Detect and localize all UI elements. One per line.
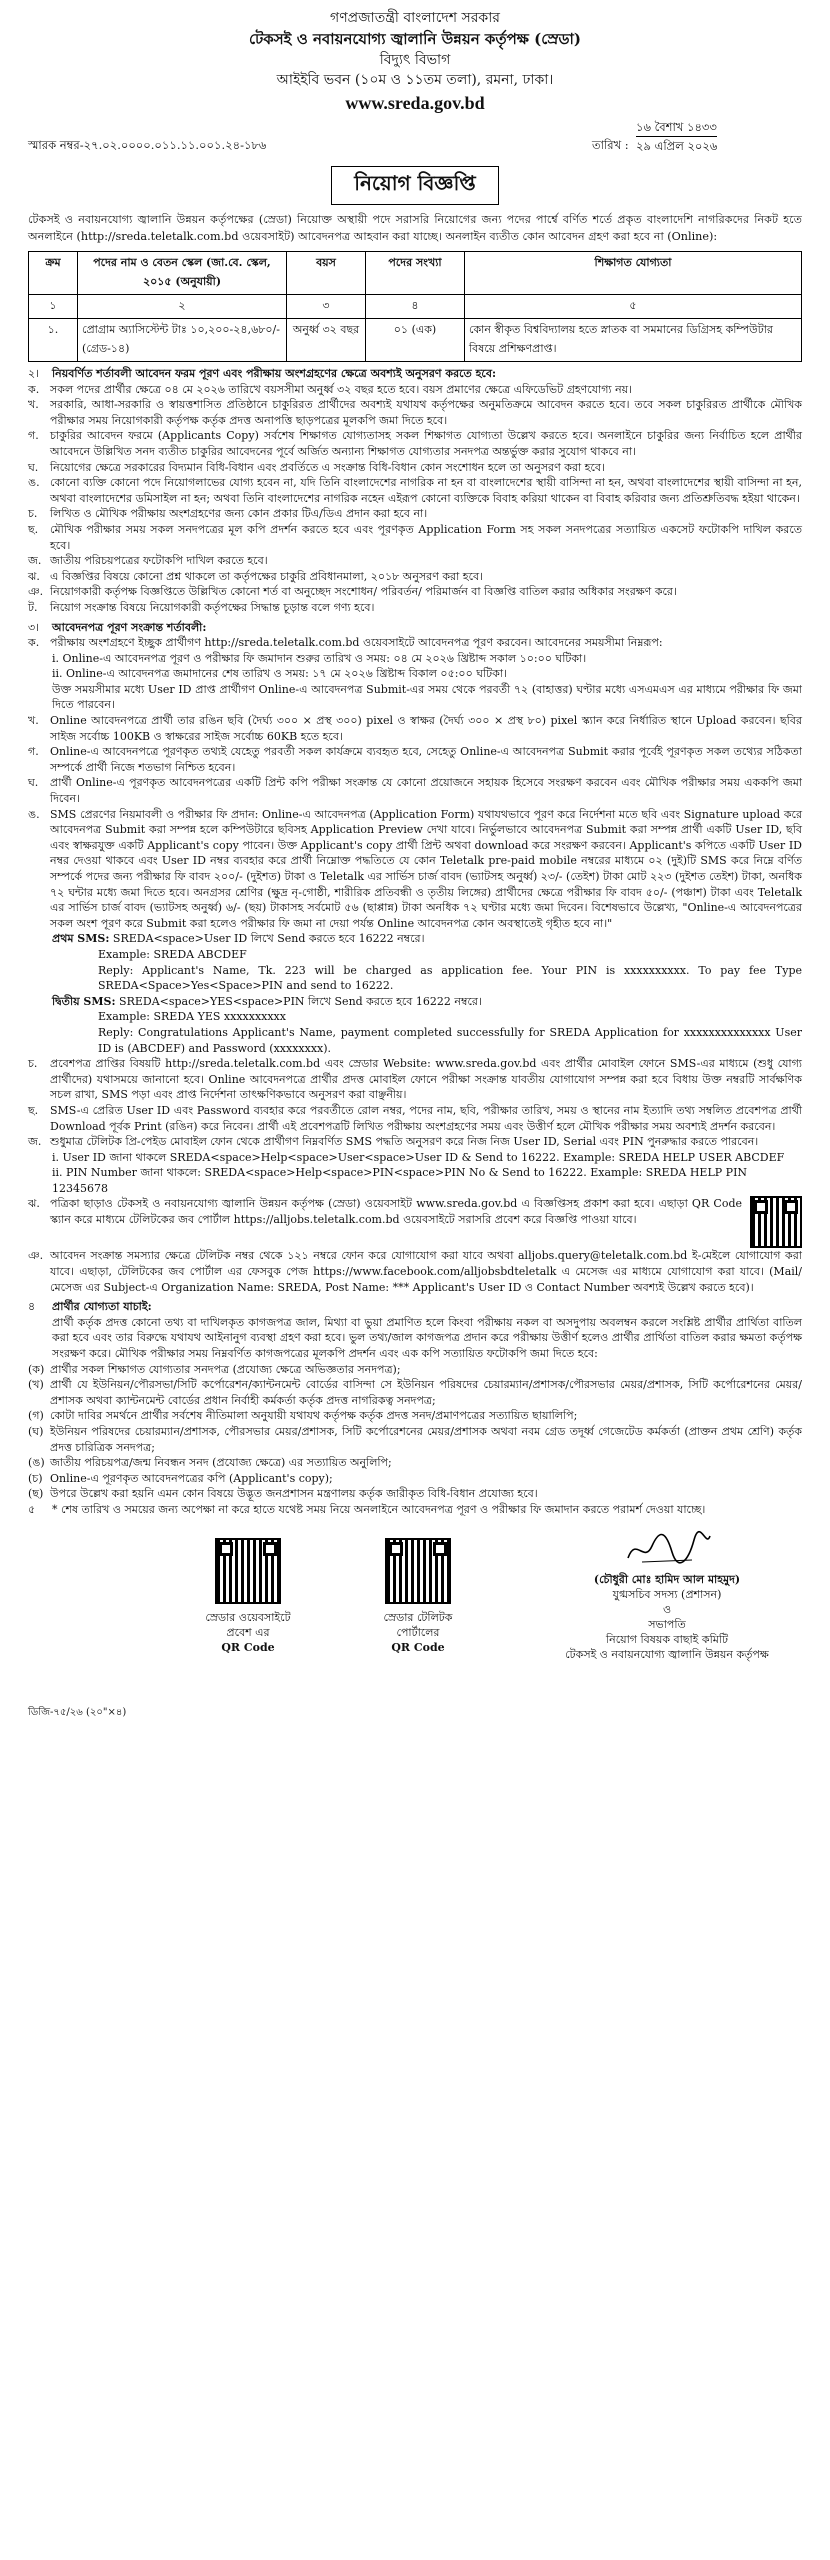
- list-item: লিখিত ও মৌখিক পরীক্ষায় অংশগ্রহণের জন্য কোন প্রকার টিএ/ডিএ প্রদান করা হবে না।: [50, 507, 428, 521]
- list-item: SMS প্রেরণের নিয়মাবলী ও পরীক্ষার ফি প্রদান: Online-এ আবেদনপত্র (Application Form) যথাযথভাবে পূরণ করে নির্দেশনা মতে ছবি এবং Signature upload করে আবেদনপত্র Submit করা সম্পন্ন হলে কম্পিউটারে ছবিসহ Application Preview দেখা যাবে। নির্ভুলভাবে আবেদনপত্র Submit করা সম্পন্ন প্রার্থী একটি User ID, ছবি এবং স্বাক্ষরযুক্ত একটি Applicant's copy পাবেন। উক্ত Applicant's copy প্রার্থী প্রিন্ট অথবা download করে সংরক্ষণ করবেন। Applicant's কপিতে একটি User ID নম্বর দেওয়া থাকবে এবং User ID নম্বর ব্যবহার করে প্রার্থী নিম্নোক্ত পদ্ধতিতে যে কোন Teletalk pre-paid mobile নম্বরের মাধ্যমে ০২ (দুই)টি SMS করে নিম্নে বর্ণিত সম্পর্কে পদের জন্য পরীক্ষার ফি বাবদ ২০০/- (দুইশত) টাকা ও Teletalk এর সার্ভিস চার্জ বাবদ (ভ্যাটসহ অনুর্ধ্ব) ২৩/- (তেইশ) টাকা মোট ২২৩ (দুইশত তেইশ) টাকা, অনধিক ৭২ ঘন্টার মধ্যে জমা দিতে হবে। অনগ্রসর শ্রেণির (ক্ষুদ্র নৃ-গোষ্ঠী, শারীরিক প্রতিবন্ধী ও তৃতীয় লিঙ্গের) প্রার্থীদের ক্ষেত্রে পরীক্ষার ফি বাবদ ৫০/- (পঞ্চাশ) টাকা এবং Teletalk এর সার্ভিস চার্জ বাবদ (ভ্যাটসহ অনুর্ধ্ব) ৬/- (ছয়) টাকাসহ সর্বমোট ৫৬ (ছাপ্পান্ন) টাকা অনধিক ৭২ ঘণ্টার মধ্যে জমা দিবেন। বিশেষভাবে উল্লেখ্য, "Online-এ আবেদনপত্রের সকল অংশ পূরণ করে Submit করা হলেও পরীক্ষার ফি জমা না দেয়া পর্যন্ত Online আবেদনপত্র কোন অবস্থাতেই গৃহীত হবে না।": [50, 807, 802, 930]
- section-2: ২। নিয়বর্ণিত শর্তাবলী আবেদন ফরম পূরণ এবং পরীক্ষায় অংশগ্রহণের ক্ষেত্রে অবশ্যই অনুসরণ করতে হবে: ক. সকল পদের প্রার্থীর ক্ষেত্রে ০৪ মে ২০২৬ তারিখে বয়সসীমা অনুর্ধ্ব ৩২ বছর হতে হবে। বয়স প্রমাণের ক্ষেত্রে এফিডেভিট গ্রহণযোগ্য নয়। খ. সরকারি, আধা-সরকারি ও স্বায়ত্তশাসিত প্রতিষ্ঠানে চাকুরিরত প্রার্থীদের অবশ্যই যথাযথ কর্তৃপক্ষের অনুমতিক্রমে আবেদন করতে হবে। তবে সকল চাকুরিরত প্রার্থীকে মৌখিক পরীক্ষার সময় নিয়োগকারী কর্তৃপক্ষ কর্তৃক প্রদত্ত অনাপত্তি ছাড়পত্রের মূলকপি জমা দিতে হবে। গ. চাকুরির আবেদন ফরমে (Applicants Copy) সর্বশেষ শিক্ষাগত যোগ্যতাসহ সকল শিক্ষাগত যোগ্যতা উল্লেখ করতে হবে। অনলাইনে চাকুরির জন্য নির্বাচিত হলে প্রার্থীর আবেদনে উল্লিখিত সনদ ব্যতীত চাকুরির আবেদনের পূর্বে অর্জিত অন্যান্য শিক্ষাগত যোগ্যতার সনদপত্র অন্তর্ভুক্ত করার সুযোগ থাকবে না। ঘ. নিয়োগের ক্ষেত্রে সরকারের বিদ্যমান বিধি-বিধান এবং প্রবর্তিতে এ সংক্রান্ত বিধি-বিধান কোন সংশোধন হলে তা অনুসরণ করা হবে। ঙ. কোনো ব্যক্তি কোনো পদে নিয়োগলাভের যোগ্য হবেন না, যদি তিনি বাংলাদেশের নাগরিক না হন বা বাংলাদেশের স্থায়ী বাসিন্দা না হন, অথবা বাংলাদেশের স্থায়ী বাসিন্দা না হন, অথবা বাংলাদেশের ডমিসাইল না হন; অথবা তিনি বাংলাদেশের নাগরিক নহেন এইরূপ কোনো ব্যক্তিকে বিবাহ করিয়া থাকেন বা বিবাহ করিবার জন্য প্রতিশ্রুতিবদ্ধ হইয়া থাকেন। চ. লিখিত ও মৌখিক পরীক্ষায় অংশগ্রহণের জন্য কোন প্রকার টিএ/ডিএ প্রদান করা হবে না। ছ. মৌখিক পরীক্ষার সময় সকল সনদপত্রের মূল কপি প্রদর্শন করতে হবে এবং পূরণকৃত Application Form সহ সকল সনদপত্রের সত্যায়িত একসেট ফটোকপি দাখিল করতে হবে। জ. জাতীয় পরিচয়পত্রের ফটোকপি দাখিল করতে হবে। ঝ. এ বিজ্ঞপ্তির বিষয়ে কোনো প্রশ্ন থাকলে তা কর্তৃপক্ষের চাকুরি প্রবিধানমালা, ২০১৮ অনুসরণ করা হবে। ঞ. নিয়োগকারী কর্তৃপক্ষ বিজ্ঞপ্তিতে উল্লিখিত কোনো শর্ত বা অনুচ্ছেদ সংশোধন/ পরিবর্তন/ পরিমার্জন বা বিজ্ঞপ্তি বাতিল করার অধিকার সংরক্ষণ করে। ট. নিয়োগ সংক্রান্ত বিষয়ে নিয়োগকারী কর্তৃপক্ষের সিদ্ধান্ত চূড়ান্ত বলে গণ্য হবে।: [28, 367, 802, 614]
- teletalk-qr-block: স্রেডার টেলিটক পোর্টালের QR Code: [358, 1538, 478, 1655]
- list-item: Online-এ পূরণকৃত আবেদনপত্রের কপি (Applicant's copy);: [50, 1471, 333, 1485]
- page-title: [28, 166, 802, 205]
- section-4: ৪ প্রার্থীর যোগ্যতা যাচাই: প্রার্থী কর্তৃক প্রদত্ত কোনো তথ্য বা দাখিলকৃত কাগজপত্র জাল, মিথ্যা বা ভুয়া প্রমাণিত হলে কিংবা পরীক্ষায় নকল বা অসদুপায় অবলম্বন করলে সংশ্লিষ্ট প্রার্থীর প্রার্থিতা বাতিল করা হবে এবং তার বিরুদ্ধে যথাযথ আইনানুগ ব্যবস্থা গ্রহণ করা হবে। ভুল তথ্য/জাল কাগজপত্র প্রদান করে পরীক্ষায় উত্তীর্ণ হলেও প্রার্থীর প্রার্থিতা বাতিল করার ক্ষমতা কর্তৃপক্ষ সংরক্ষণ করে। মৌখিক পরীক্ষার সময় নিম্নবর্ণিত কাগজপত্রের মূলকপি প্রদর্শন এবং এক কপি সত্যায়িত ফটোকপি জমা দিতে হবে: (ক) প্রার্থীর সকল শিক্ষাগত যোগ্যতার সনদপত্র (প্রযোজ্য ক্ষেত্রে অভিজ্ঞতার সনদপত্র); (খ) প্রার্থী যে ইউনিয়ন/পৌরসভা/সিটি কর্পোরেশন/ক্যান্টনমেন্ট বোর্ডের বাসিন্দা সে ইউনিয়ন পরিষদের চেয়ারম্যান/প্রশাসক/পৌরসভার মেয়র/প্রশাসক, সিটি কর্পোরেশনের মেয়র/প্রশাসক অথবা ক্যান্টনমেন্ট বোর্ডের প্রধান নির্বাহী কর্মকর্তা কর্তৃক প্রদত্ত নাগরিকত্ব সনদপত্র; (গ) কোটা দাবির সমর্থনে প্রার্থীর সর্বশেষ নীতিমালা অনুযায়ী যথাযথ কর্তৃপক্ষ কর্তৃক প্রদত্ত সনদ/প্রমাণপত্রের সত্যায়িত ছায়ালিপি; (ঘ) ইউনিয়ন পরিষদের চেয়ারম্যান/প্রশাসক, পৌরসভার মেয়র/প্রশাসক, সিটি কর্পোরেশনের মেয়র/প্রশাসক অথবা নবম গ্রেড তদূর্ধ্ব গেজেটেড কর্মকর্তা (প্রাক্তন প্রথম শ্রেণি) কর্তৃক প্রদত্ত চারিত্রিক সনদপত্র; (ঙ) জাতীয় পরিচয়পত্র/জন্ম নিবন্ধন সনদ (প্রযোজ্য ক্ষেত্রে) এর সত্যায়িত অনুলিপি; (চ) Online-এ পূরণকৃত আবেদনপত্রের কপি (Applicant's copy); (ছ) উপরে উল্লেখ করা হয়নি এমন কোন বিষয়ে উদ্ভূত জনপ্রশাসন মন্ত্রণালয় কর্তৃক জারীকৃত বিধি-বিধান প্রযোজ্য হবে। ৫ * শেষ তারিখ ও সময়ের জন্য অপেক্ষা না করে হাতে যথেষ্ট সময় নিয়ে অনলাইনে আবেদনপত্র পূরণ ও পরীক্ষার ফি জমাদান করতে পরামর্শ দেওয়া যাচ্ছে।: [28, 1300, 802, 1516]
- qr-code-icon[interactable]: [385, 1538, 451, 1604]
- table-index-row: [29, 295, 802, 319]
- table-cell: অনুর্ধ্ব ৩২ বছর: [287, 319, 366, 362]
- list-item: নিয়োগকারী কর্তৃপক্ষ বিজ্ঞপ্তিতে উল্লিখিত কোনো শর্ত বা অনুচ্ছেদ সংশোধন/ পরিবর্তন/ পরিমার্জন বা বিজ্ঞপ্তি বাতিল করার অধিকার সংরক্ষণ করে।: [50, 585, 677, 599]
- list-item: i. Online-এ আবেদনপত্র পূরণ ও পরীক্ষার ফি জমাদান শুরুর তারিখ ও সময়: ০৪ মে ২০২৬ খ্রিষ্টাব্দ সকাল ১০:০০ ঘটিকা।: [52, 651, 587, 665]
- section-heading: আবেদনপত্র পূরণ সংক্রান্ত শর্তাবলী:: [52, 620, 207, 634]
- sms-2-example: Example: SREDA YES xxxxxxxxxx: [98, 1010, 286, 1024]
- table-row: [29, 319, 802, 362]
- list-item: উপরে উল্লেখ করা হয়নি এমন কোন বিষয়ে উদ্ভূত জনপ্রশাসন মন্ত্রণালয় কর্তৃক জারীকৃত বিধি-বিধান প্রযোজ্য হবে।: [50, 1487, 538, 1501]
- serial-number: ডিজি-৭৫/২৬ (২০"×৪): [28, 1706, 127, 1718]
- list-item: পত্রিকা ছাড়াও টেকসই ও নবায়নযোগ্য জ্বালানি উন্নয়ন কর্তৃপক্ষ (স্রেডা) ওয়েবসাইট www.sreda.gov.bd এ বিজ্ঞপ্তিসহ প্রকাশ করা হবে। এছাড়া QR Code স্ক্যান করে মাধ্যমে টেলিটকের জব পোর্টাল https://alljobs.teletalk.com.bd ওয়েবসাইটে সরাসরি প্রবেশ করে বিজ্ঞপ্তি পাওয়া যাবে।: [50, 1197, 742, 1227]
- list-item: প্রার্থী কর্তৃক প্রদত্ত কোনো তথ্য বা দাখিলকৃত কাগজপত্র জাল, মিথ্যা বা ভুয়া প্রমাণিত হলে কিংবা পরীক্ষায় নকল বা অসদুপায় অবলম্বন করলে সংশ্লিষ্ট প্রার্থীর প্রার্থিতা বাতিল করা হবে এবং তার বিরুদ্ধে যথাযথ আইনানুগ ব্যবস্থা গ্রহণ করা হবে। ভুল তথ্য/জাল কাগজপত্র প্রদান করে পরীক্ষায় উত্তীর্ণ হলেও প্রার্থীর প্রার্থিতা বাতিল করার ক্ষমতা কর্তৃপক্ষ সংরক্ষণ করে। মৌখিক পরীক্ষার সময় নিম্নবর্ণিত কাগজপত্রের মূলকপি প্রদর্শন এবং এক কপি সত্যায়িত ফটোকপি জমা দিতে হবে:: [52, 1315, 802, 1361]
- date-label: তারিখ :: [592, 138, 629, 152]
- list-item: আবেদন সংক্রান্ত সমস্যার ক্ষেত্রে টেলিটক নম্বর থেকে ১২১ নম্বরে ফোন করে যোগাযোগ করা যাবে অথবা alljobs.query@teletalk.com.bd ই-মেইলে যোগাযোগ করা যাবে। এছাড়া, টেলিটকের জব পোর্টাল এর ফেসবুক পেজ https://www.facebook.com/alljobsbdteletalk এ মেসেজ এর মাধ্যমে যোগাযোগ করা যাবে। (Mail/ মেসেজ এর Subject-এ Organization Name: SREDA, Post Name: *** Applicant's User ID ও Contact Number অবশ্যই উল্লেখ করতে হবে)।: [50, 1249, 802, 1294]
- signature-mark: [622, 1528, 712, 1568]
- section-heading: প্রার্থীর যোগ্যতা যাচাই:: [52, 1300, 152, 1314]
- table-header: ক্রম: [29, 252, 78, 295]
- address: আইইবি ভবন (১০ম ও ১১তম তলা), রমনা, ঢাকা।: [276, 72, 554, 88]
- table-header: পদের নাম ও বেতন স্কেল (জা.বে. স্কেল, ২০১৫ (অনুযায়ী): [78, 252, 287, 295]
- list-item: কোটা দাবির সমর্থনে প্রার্থীর সর্বশেষ নীতিমালা অনুযায়ী যথাযথ কর্তৃপক্ষ কর্তৃক প্রদত্ত সনদ/প্রমাণপত্রের সত্যায়িত ছায়ালিপি;: [50, 1409, 578, 1423]
- table-header: পদের সংখ্যা: [366, 252, 465, 295]
- date-bangla: ১৬ বৈশাখ ১৪৩৩: [636, 120, 717, 134]
- footer: [28, 1528, 802, 1728]
- website-qr-block: স্রেডার ওয়েবসাইটে প্রবেশ এর QR Code: [188, 1538, 308, 1655]
- posts-table: [28, 251, 802, 362]
- list-item: মৌখিক পরীক্ষার সময় সকল সনদপত্রের মূল কপি প্রদর্শন করতে হবে এবং পূরণকৃত Application Form সহ সকল সনদপত্রের সত্যায়িত একসেট ফটোকপি দাখিল করতে হবে।: [50, 522, 802, 552]
- website-link[interactable]: www.sreda.gov.bd: [345, 93, 485, 113]
- org-name: টেকসই ও নবায়নযোগ্য জ্বালানি উন্নয়ন কর্তৃপক্ষ (স্রেডা): [249, 30, 581, 48]
- list-item: সকল পদের প্রার্থীর ক্ষেত্রে ০৪ মে ২০২৬ তারিখে বয়সসীমা অনুর্ধ্ব ৩২ বছর হতে হবে। বয়স প্রমাণের ক্ষেত্রে এফিডেভিট গ্রহণযোগ্য নয়।: [50, 382, 633, 396]
- sms-1-example: Example: SREDA ABCDEF: [98, 947, 247, 961]
- signature-block: (চৌধুরী মোঃ হামিদ আল মাহমুদ) যুগ্মসচিব সদস্য (প্রশাসন) ও সভাপতি নিয়োগ বিষয়ক বাছাই কমিটি টেকসই ও নবায়নযোগ্য জ্বালানি উন্নয়ন কর্তৃপক্ষ: [552, 1528, 782, 1662]
- list-item: i. User ID জানা থাকলে SREDA<space>Help<space>User<space>User ID & Send to 16222. Example: SREDA HELP USER ABCDEF: [52, 1150, 785, 1164]
- list-item: ইউনিয়ন পরিষদের চেয়ারম্যান/প্রশাসক, পৌরসভার মেয়র/প্রশাসক, সিটি কর্পোরেশনের মেয়র/প্রশাসক অথবা নবম গ্রেড তদূর্ধ্ব গেজেটেড কর্মকর্তা (প্রাক্তন প্রথম শ্রেণি) কর্তৃক প্রদত্ত চারিত্রিক সনদপত্র;: [50, 1425, 802, 1454]
- sms-1-reply: Reply: Applicant's Name, Tk. 223 will be charged as application fee. Your PIN is xxxxxxxxxx. To pay fee Type SREDA<Space>Yes<Space>PIN and send to 16222.: [98, 963, 802, 993]
- list-item: উক্ত সময়সীমার মধ্যে User ID প্রাপ্ত প্রার্থীগণ Online-এ আবেদনপত্র Submit-এর সময় থেকে পরবর্তী ৭২ (বাহাত্তর) ঘণ্টার মধ্যে এসএমএস এর মাধ্যমে পরীক্ষার ফি জমা দিতে পারবেন।: [52, 682, 802, 712]
- date-english: ২৯ এপ্রিল ২০২৬: [636, 136, 717, 155]
- sms-1: প্রথম SMS: SREDA<space>User ID লিখে Send করতে হবে 16222 নম্বরে।: [52, 932, 425, 946]
- list-item: প্রার্থী যে ইউনিয়ন/পৌরসভা/সিটি কর্পোরেশন/ক্যান্টনমেন্ট বোর্ডের বাসিন্দা সে ইউনিয়ন পরিষদের চেয়ারম্যান/প্রশাসক/পৌরসভার মেয়র/প্রশাসক, সিটি কর্পোরেশনের মেয়র/প্রশাসক অথবা ক্যান্টনমেন্ট বোর্ডের প্রধান নির্বাহী কর্মকর্তা কর্তৃক প্রদত্ত নাগরিকত্ব সনদপত্র;: [50, 1378, 802, 1407]
- table-cell: ৫: [465, 295, 802, 319]
- list-item: এ বিজ্ঞপ্তির বিষয়ে কোনো প্রশ্ন থাকলে তা কর্তৃপক্ষের চাকুরি প্রবিধানমালা, ২০১৮ অনুসরণ করা হবে।: [50, 569, 484, 583]
- list-item: পরীক্ষায় অংশগ্রহণে ইচ্ছুক প্রার্থীগণ http://sreda.teletalk.com.bd ওয়েবসাইটে আবেদনপত্র পূরণ করবেন। আবেদনের সময়সীমা নিম্নরূপ:: [50, 636, 663, 650]
- signer-name: (চৌধুরী মোঃ হামিদ আল মাহমুদ): [593, 1572, 741, 1586]
- list-item: ii. Online-এ আবেদনপত্র জমাদানের শেষ তারিখ ও সময়: ১৭ মে ২০২৬ খ্রিষ্টাব্দ বিকাল ০৫:০০ ঘটিকা।: [52, 667, 507, 681]
- section-3: ৩। আবেদনপত্র পূরণ সংক্রান্ত শর্তাবলী: ক. পরীক্ষায় অংশগ্রহণে ইচ্ছুক প্রার্থীগণ http://sreda.teletalk.com.bd ওয়েবসাইটে আবেদনপত্র পূরণ করবেন। আবেদনের সময়সীমা নিম্নরূপ: i. Online-এ আবেদনপত্র পূরণ ও পরীক্ষার ফি জমাদান শুরুর তারিখ ও সময়: ০৪ মে ২০২৬ খ্রিষ্টাব্দ সকাল ১০:০০ ঘটিকা। ii. Online-এ আবেদনপত্র জমাদানের শেষ তারিখ ও সময়: ১৭ মে ২০২৬ খ্রিষ্টাব্দ বিকাল ০৫:০০ ঘটিকা। উক্ত সময়সীমার মধ্যে User ID প্রাপ্ত প্রার্থীগণ Online-এ আবেদনপত্র Submit-এর সময় থেকে পরবর্তী ৭২ (বাহাত্তর) ঘণ্টার মধ্যে এসএমএস এর মাধ্যমে পরীক্ষার ফি জমা দিতে পারবেন। খ. Online আবেদনপত্রে প্রার্থী তার রঙিন ছবি (দৈর্ঘ্য ৩০০ × প্রস্থ ৩০০) pixel ও স্বাক্ষর (দৈর্ঘ্য ৩০০ × প্রস্থ ৮০) pixel স্ক্যান করে নির্ধারিত স্থানে Upload করবেন। ছবির সাইজ সর্বোচ্চ 100KB ও স্বাক্ষরের সাইজ সর্বোচ্চ 60KB হতে হবে। গ. Online-এ আবেদনপত্রে পূরণকৃত তথ্যই যেহেতু পরবর্তী সকল কার্যক্রমে ব্যবহৃত হবে, সেহেতু Online-এ আবেদনপত্র Submit করার পূর্বেই পূরণকৃত সকল তথ্যের সঠিকতা সম্পর্কে প্রার্থী নিজে শতভাগ নিশ্চিত হবেন। ঘ. প্রার্থী Online-এ পূরণকৃত আবেদনপত্রের একটি প্রিন্ট কপি পরীক্ষা সংক্রান্ত যে কোনো প্রয়োজনে সহায়ক হিসেবে সংরক্ষণ করবেন এবং মৌখিক পরীক্ষার সময় এককপি জমা দিবেন। ঙ. SMS প্রেরণের নিয়মাবলী ও পরীক্ষার ফি প্রদান: Online-এ আবেদনপত্র (Application Form) যথাযথভাবে পূরণ করে নির্দেশনা মতে ছবি এবং Signature upload করে আবেদনপত্র Submit করা সম্পন্ন হলে কম্পিউটারে ছবিসহ Application Preview দেখা যাবে। নির্ভুলভাবে আবেদনপত্র Submit করা সম্পন্ন প্রার্থী একটি User ID, ছবি এবং স্বাক্ষরযুক্ত একটি Applicant's copy পাবেন। উক্ত Applicant's copy প্রার্থী প্রিন্ট অথবা download করে সংরক্ষণ করবেন। Applicant's কপিতে একটি User ID নম্বর দেওয়া থাকবে এবং User ID নম্বর ব্যবহার করে প্রার্থী নিম্নোক্ত পদ্ধতিতে যে কোন Teletalk pre-paid mobile নম্বরের মাধ্যমে ০২ (দুই)টি SMS করে নিম্নে বর্ণিত সম্পর্কে পদের জন্য পরীক্ষার ফি বাবদ ২০০/- (দুইশত) টাকা ও Teletalk এর সার্ভিস চার্জ বাবদ (ভ্যাটসহ অনুর্ধ্ব) ২৩/- (তেইশ) টাকা মোট ২২৩ (দুইশত তেইশ) টাকা, অনধিক ৭২ ঘন্টার মধ্যে জমা দিতে হবে। অনগ্রসর শ্রেণির (ক্ষুদ্র নৃ-গোষ্ঠী, শারীরিক প্রতিবন্ধী ও তৃতীয় লিঙ্গের) প্রার্থীদের ক্ষেত্রে পরীক্ষার ফি বাবদ ৫০/- (পঞ্চাশ) টাকা এবং Teletalk এর সার্ভিস চার্জ বাবদ (ভ্যাটসহ অনুর্ধ্ব) ৬/- (ছয়) টাকাসহ সর্বমোট ৫৬ (ছাপ্পান্ন) টাকা অনধিক ৭২ ঘণ্টার মধ্যে জমা দিবেন। বিশেষভাবে উল্লেখ্য, "Online-এ আবেদনপত্রের সকল অংশ পূরণ করে Submit করা হলেও পরীক্ষার ফি জমা না দেয়া পর্যন্ত Online আবেদনপত্র কোন অবস্থাতেই গৃহীত হবে না।" প্রথম SMS: SREDA<space>User ID লিখে Send করতে হবে 16222 নম্বরে। Example: SREDA ABCDEF Reply: Applicant's Name, Tk. 223 will be charged as application fee. Your PIN is xxxxxxxxxx. To pay fee Type SREDA<Space>Yes<Space>PIN and send to 16222. দ্বিতীয় SMS: SREDA<space>YES<space>PIN লিখে Send করতে হবে 16222 নম্বরে। Example: SREDA YES xxxxxxxxxx Reply: Congratulations Applicant's Name, payment completed successfully for SREDA Application for xxxxxxxxxxxxxx User ID is (ABCDEF) and Password (xxxxxxxx). চ. প্রবেশপত্র প্রাপ্তির বিষয়টি http://sreda.teletalk.com.bd এবং স্রেডার Website: www.sreda.gov.bd এবং প্রার্থীর মোবাইল ফোনে SMS-এর মাধ্যমে (শুধু যোগ্য প্রার্থীদের) যথাসময়ে জানানো হবে। Online আবেদনপত্রে প্রার্থীর প্রদত্ত মোবাইল ফোনে পরীক্ষা সংক্রান্ত যাবতীয় যোগাযোগ সম্পন্ন করা হবে বিধায় উক্ত নম্বরটি সার্বক্ষণিক সচল রাখা, SMS পড়া এবং প্রাপ্ত নির্দেশনা তাৎক্ষণিকভাবে অনুসরণ করা বাঞ্ছনীয়। ছ. SMS-এ প্রেরিত User ID এবং Password ব্যবহার করে পরবর্তীতে রোল নম্বর, পদের নাম, ছবি, পরীক্ষার তারিখ, সময় ও স্থানের নাম ইত্যাদি তথ্য সম্বলিত প্রবেশপত্র প্রার্থী Download পূর্বক Print (রঙিন) করে নিবেন। প্রার্থী এই প্রবেশপত্রটি লিখিত পরীক্ষায় অংশগ্রহণের সময় এবং উত্তীর্ণ হলে মৌখিক পরীক্ষার সময় অবশ্যই প্রদর্শন করবেন। জ. শুধুমাত্র টেলিটক প্রি-পেইড মোবাইল ফোন থেকে প্রার্থীগণ নিম্নবর্ণিত SMS পদ্ধতি অনুসরণ করে নিজ নিজ User ID, Serial এবং PIN পুনরুদ্ধার করতে পারবেন। i. User ID জানা থাকলে SREDA<space>Help<space>User<space>User ID & Send to 16222. Example: SREDA HELP USER ABCDEF ii. PIN Number জানা থাকলে: SREDA<space>Help<space>PIN<space>PIN No & Send to 16222. Example: SREDA HELP PIN 12345678 ঝ. পত্রিকা ছাড়াও টেকসই ও নবায়নযোগ্য জ্বালানি উন্নয়ন কর্তৃপক্ষ (স্রেডা) ওয়েবসাইট www.sreda.gov.bd এ বিজ্ঞপ্তিসহ প্রকাশ করা হবে। এছাড়া QR Code স্ক্যান করে মাধ্যমে টেলিটকের জব পোর্টাল https://alljobs.teletalk.com.bd ওয়েবসাইটে সরাসরি প্রবেশ করে বিজ্ঞপ্তি পাওয়া যাবে। ঞ. আবেদন সংক্রান্ত সমস্যার ক্ষেত্রে টেলিটক নম্বর থেকে ১২১ নম্বরে ফোন করে যোগাযোগ করা যাবে অথবা alljobs.query@teletalk.com.bd ই-মেইলে যোগাযোগ করা যাবে। এছাড়া, টেলিটকের জব পোর্টাল এর ফেসবুক পেজ https://www.facebook.com/alljobsbdteletalk এ মেসেজ এর মাধ্যমে যোগাযোগ করা যাবে। (Mail/ মেসেজ এর Subject-এ Organization Name: SREDA, Post Name: *** Applicant's User ID ও Contact Number অবশ্যই উল্লেখ করতে হবে)।: [28, 620, 802, 1294]
- list-item: সরকারি, আধা-সরকারি ও স্বায়ত্তশাসিত প্রতিষ্ঠানে চাকুরিরত প্রার্থীদের অবশ্যই যথাযথ কর্তৃপক্ষের অনুমতিক্রমে আবেদন করতে হবে। তবে সকল চাকুরিরত প্রার্থীকে মৌখিক পরীক্ষার সময় নিয়োগকারী কর্তৃপক্ষ কর্তৃক প্রদত্ত অনাপত্তি ছাড়পত্রের মূলকপি জমা দিতে হবে।: [50, 398, 802, 427]
- list-item: ii. PIN Number জানা থাকলে: SREDA<space>Help<space>PIN<space>PIN No & Send to 16222. Example: SREDA HELP PIN 12345678: [52, 1166, 748, 1195]
- sms-2-reply: Reply: Congratulations Applicant's Name, payment completed successfully for SREDA Application for xxxxxxxxxxxxxx User ID is (ABCDEF) and Password (xxxxxxxx).: [98, 1025, 802, 1055]
- division-name: বিদ্যুৎ বিভাগ: [379, 52, 451, 68]
- signer-title: যুগ্মসচিব সদস্য (প্রশাসন): [612, 1587, 722, 1601]
- list-item: প্রার্থীর সকল শিক্ষাগত যোগ্যতার সনদপত্র (প্রযোজ্য ক্ষেত্রে অভিজ্ঞতার সনদপত্র);: [50, 1362, 401, 1376]
- table-cell: ১.: [29, 319, 78, 362]
- table-cell: ১: [29, 295, 78, 319]
- table-cell: ৩: [287, 295, 366, 319]
- memo-number: স্মারক নম্বর-২৭.০২.০০০০.০১১.১১.০০১.২৪-১৮৬: [28, 138, 267, 152]
- table-header-row: [29, 252, 802, 295]
- table-cell: ৪: [366, 295, 465, 319]
- govt-line: গণপ্রজাতন্ত্রী বাংলাদেশ সরকার: [330, 10, 500, 26]
- table-header: বয়স: [287, 252, 366, 295]
- reference-row: [28, 116, 802, 162]
- title-text: নিয়োগ বিজ্ঞপ্তি: [331, 166, 499, 205]
- sms-2: দ্বিতীয় SMS: SREDA<space>YES<space>PIN লিখে Send করতে হবে 16222 নম্বরে।: [52, 994, 482, 1008]
- list-item: প্রবেশপত্র প্রাপ্তির বিষয়টি http://sreda.teletalk.com.bd এবং স্রেডার Website: www.sreda.gov.bd এবং প্রার্থীর মোবাইল ফোনে SMS-এর মাধ্যমে (শুধু যোগ্য প্রার্থীদের) যথাসময়ে জানানো হবে। Online আবেদনপত্রে প্রার্থীর প্রদত্ত মোবাইল ফোনে পরীক্ষা সংক্রান্ত যাবতীয় যোগাযোগ সম্পন্ন করা হবে বিধায় উক্ত নম্বরটি সার্বক্ষণিক সচল রাখা, SMS পড়া এবং প্রাপ্ত নির্দেশনা তাৎক্ষণিকভাবে অনুসরণ করা বাঞ্ছনীয়।: [50, 1057, 802, 1102]
- list-item: শুধুমাত্র টেলিটক প্রি-পেইড মোবাইল ফোন থেকে প্রার্থীগণ নিম্নবর্ণিত SMS পদ্ধতি অনুসরণ করে নিজ নিজ User ID, Serial এবং PIN পুনরুদ্ধার করতে পারবেন।: [50, 1135, 759, 1149]
- list-item: জাতীয় পরিচয়পত্রের ফটোকপি দাখিল করতে হবে।: [50, 554, 268, 568]
- list-item: প্রার্থী Online-এ পূরণকৃত আবেদনপত্রের একটি প্রিন্ট কপি পরীক্ষা সংক্রান্ত যে কোনো প্রয়োজনে সহায়ক হিসেবে সংরক্ষণ করবেন এবং মৌখিক পরীক্ষার সময় এককপি জমা দিবেন।: [50, 776, 802, 806]
- qr-code-icon[interactable]: [215, 1538, 281, 1604]
- list-item: নিয়োগের ক্ষেত্রে সরকারের বিদ্যমান বিধি-বিধান এবং প্রবর্তিতে এ সংক্রান্ত বিধি-বিধান কোন সংশোধন হলে তা অনুসরণ করা হবে।: [50, 460, 605, 474]
- list-item: কোনো ব্যক্তি কোনো পদে নিয়োগলাভের যোগ্য হবেন না, যদি তিনি বাংলাদেশের নাগরিক না হন বা বাংলাদেশের স্থায়ী বাসিন্দা না হন, অথবা বাংলাদেশের স্থায়ী বাসিন্দা না হন, অথবা বাংলাদেশের ডমিসাইল না হন; অথবা তিনি বাংলাদেশের নাগরিক নহেন এইরূপ কোনো ব্যক্তিকে বিবাহ করিয়া থাকেন বা বিবাহ করিবার জন্য প্রতিশ্রুতিবদ্ধ হইয়া থাকেন।: [50, 476, 802, 505]
- section-heading: নিয়বর্ণিত শর্তাবলী আবেদন ফরম পূরণ এবং পরীক্ষায় অংশগ্রহণের ক্ষেত্রে অবশ্যই অনুসরণ করতে হবে:: [52, 367, 497, 380]
- intro-paragraph: টেকসই ও নবায়নযোগ্য জ্বালানি উন্নয়ন কর্তৃপক্ষের (স্রেডা) নিয়োক্ত অস্থায়ী পদে সরাসরি নিয়োগের জন্য পদের পার্শ্বে বর্ণিত শর্তে প্রকৃত বাংলাদেশি নাগরিকদের নিকট হতে অনলাইনে (http://sreda.teletalk.com.bd ওয়েবসাইট) আবেদনপত্র আহবান করা যাচ্ছে। অনলাইন ব্যতীত কোন আবেদন গ্রহণ করা হবে না (Online):: [28, 213, 802, 243]
- list-item: SMS-এ প্রেরিত User ID এবং Password ব্যবহার করে পরবর্তীতে রোল নম্বর, পদের নাম, ছবি, পরীক্ষার তারিখ, সময় ও স্থানের নাম ইত্যাদি তথ্য সম্বলিত প্রবেশপত্র প্রার্থী Download পূর্বক Print (রঙিন) করে নিবেন। প্রার্থী এই প্রবেশপত্রটি লিখিত পরীক্ষায় অংশগ্রহণের সময় এবং উত্তীর্ণ হলে মৌখিক পরীক্ষার সময় অবশ্যই প্রদর্শন করবেন।: [50, 1103, 802, 1133]
- list-item: Online-এ আবেদনপত্রে পূরণকৃত তথ্যই যেহেতু পরবর্তী সকল কার্যক্রমে ব্যবহৃত হবে, সেহেতু Online-এ আবেদনপত্র Submit করার পূর্বেই পূরণকৃত সকল তথ্যের সঠিকতা সম্পর্কে প্রার্থী নিজে শতভাগ নিশ্চিত হবেন।: [50, 745, 802, 774]
- table-header: শিক্ষাগত যোগ্যতা: [465, 252, 802, 295]
- list-item: জাতীয় পরিচয়পত্র/জন্ম নিবন্ধন সনদ (প্রযোজ্য ক্ষেত্রে) এর সত্যায়িত অনুলিপি;: [50, 1456, 392, 1470]
- list-item: Online আবেদনপত্রে প্রার্থী তার রঙিন ছবি (দৈর্ঘ্য ৩০০ × প্রস্থ ৩০০) pixel ও স্বাক্ষর (দৈর্ঘ্য ৩০০ × প্রস্থ ৮০) pixel স্ক্যান করে নির্ধারিত স্থানে Upload করবেন। ছবির সাইজ সর্বোচ্চ 100KB ও স্বাক্ষরের সাইজ সর্বোচ্চ 60KB হতে হবে।: [50, 714, 802, 743]
- table-cell: কোন স্বীকৃত বিশ্ববিদ্যালয় হতে স্নাতক বা সমমানের ডিগ্রিসহ কম্পিউটার বিষয়ে প্রশিক্ষণপ্রাপ্ত।: [465, 319, 802, 362]
- note: * শেষ তারিখ ও সময়ের জন্য অপেক্ষা না করে হাতে যথেষ্ট সময় নিয়ে অনলাইনে আবেদনপত্র পূরণ ও পরীক্ষার ফি জমাদান করতে পরামর্শ দেওয়া যাচ্ছে।: [52, 1502, 706, 1516]
- date-block: [592, 118, 772, 155]
- table-cell: ০১ (এক): [366, 319, 465, 362]
- qr-code-icon[interactable]: [750, 1196, 802, 1248]
- list-item: নিয়োগ সংক্রান্ত বিষয়ে নিয়োগকারী কর্তৃপক্ষের সিদ্ধান্ত চূড়ান্ত বলে গণ্য হবে।: [50, 600, 375, 614]
- table-cell: প্রোগ্রাম অ্যাসিস্টেন্ট টাঃ ১০,২০০-২৪,৬৮০/- (গ্রেড-১৪): [78, 319, 287, 362]
- list-item: চাকুরির আবেদন ফরমে (Applicants Copy) সর্বশেষ শিক্ষাগত যোগ্যতাসহ সকল শিক্ষাগত যোগ্যতা উল্লেখ করতে হবে। অনলাইনে চাকুরির জন্য নির্বাচিত হলে প্রার্থীর আবেদনে উল্লিখিত সনদ ব্যতীত চাকুরির আবেদনের পূর্বে অর্জিত অন্যান্য শিক্ষাগত যোগ্যতার সনদপত্র অন্তর্ভুক্ত করার সুযোগ থাকবে না।: [50, 429, 802, 458]
- letterhead: [28, 8, 802, 116]
- table-cell: ২: [78, 295, 287, 319]
